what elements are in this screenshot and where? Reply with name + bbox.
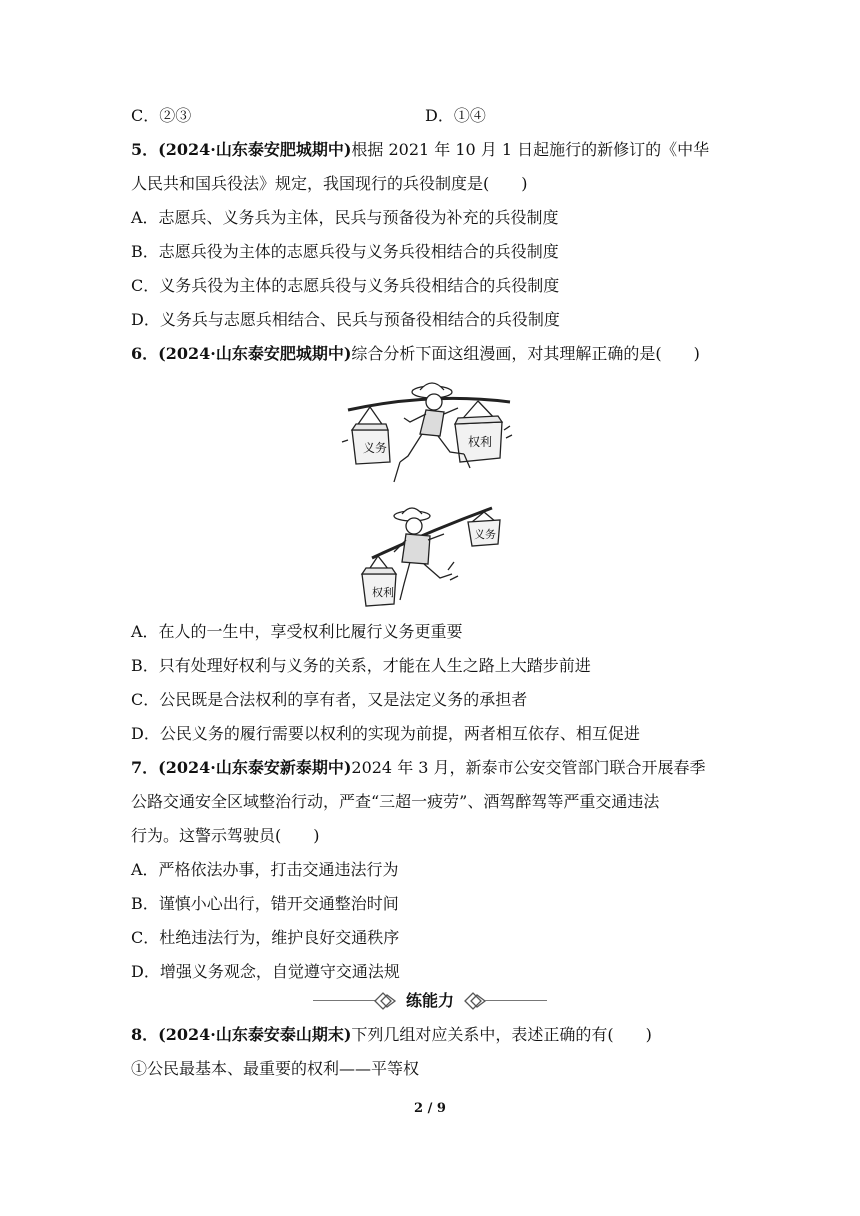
option-d: D．义务兵与志愿兵相结合、民兵与预备役相结合的兵役制度 [131, 310, 560, 329]
question-source: (2024·山东泰安泰山期末) [158, 1025, 352, 1044]
diamond-ornament-icon [463, 991, 487, 1011]
question-text: 2024 年 3 月，新泰市公安交管部门联合开展春季 [351, 758, 706, 777]
question-text: 综合分析下面这组漫画，对其理解正确的是( ) [351, 344, 700, 363]
question-text: 公路交通安全区域整治行动，严查“三超一疲劳”、酒驾醉驾等严重交通违法 [131, 792, 660, 811]
option-b: B．谨慎小心出行，错开交通整治时间 [131, 894, 399, 913]
option-d: D．增强义务观念，自觉遵守交通法规 [131, 962, 400, 981]
question-source: (2024·山东泰安肥城期中) [158, 140, 352, 159]
option-a: A．严格依法办事，打击交通违法行为 [131, 860, 399, 879]
option-a: A．在人的一生中，享受权利比履行义务更重要 [131, 622, 463, 641]
question-text: 行为。这警示驾驶员( ) [131, 826, 320, 845]
statement-item: ①公民最基本、最重要的权利——平等权 [131, 1059, 420, 1078]
option-c: C．公民既是合法权利的享有者，又是法定义务的承担者 [131, 690, 528, 709]
basket-label: 权利 [468, 435, 493, 449]
cartoon-carrying-duty-and-rights [340, 372, 520, 492]
page-number: 2 / 9 [414, 1101, 446, 1116]
option-c: C．义务兵役为主体的志愿兵役与义务兵役相结合的兵役制度 [131, 276, 560, 295]
option-c: C．杜绝违法行为，维护良好交通秩序 [131, 928, 400, 947]
question-7-stem [131, 757, 706, 779]
option-b: B．志愿兵役为主体的志愿兵役与义务兵役相结合的兵役制度 [131, 242, 559, 261]
question-text: 下列几组对应关系中，表述正确的有( ) [351, 1025, 652, 1044]
basket-label: 义务 [474, 528, 496, 541]
question-number: 6． [131, 344, 159, 363]
question-5-stem [131, 139, 709, 161]
question-6-stem [131, 343, 700, 365]
question-number: 5． [131, 140, 159, 159]
option-b: B．只有处理好权利与义务的关系，才能在人生之路上大踏步前进 [131, 656, 591, 675]
question-source: (2024·山东泰安肥城期中) [158, 344, 352, 363]
section-title: 练能力 [405, 991, 454, 1010]
option-c: C．②③ [131, 106, 192, 125]
option-d: D．①④ [425, 106, 486, 125]
section-divider [313, 989, 547, 1013]
basket-label: 权利 [372, 586, 394, 599]
option-a: A．志愿兵、义务兵为主体，民兵与预备役为补充的兵役制度 [131, 208, 559, 227]
question-8-stem [131, 1024, 652, 1046]
option-d: D．公民义务的履行需要以权利的实现为前提，两者相互依存、相互促进 [131, 724, 640, 743]
divider-rule [485, 1000, 547, 1001]
question-number: 7． [131, 758, 159, 777]
question-text: 根据 2021 年 10 月 1 日起施行的新修订的《中华 [351, 140, 710, 159]
question-number: 8． [131, 1025, 159, 1044]
question-text: 人民共和国兵役法》规定，我国现行的兵役制度是( ) [131, 174, 528, 193]
basket-label: 义务 [363, 441, 388, 455]
cartoon-carrying-rights-and-duty [352, 500, 512, 610]
question-source: (2024·山东泰安新泰期中) [158, 758, 352, 777]
